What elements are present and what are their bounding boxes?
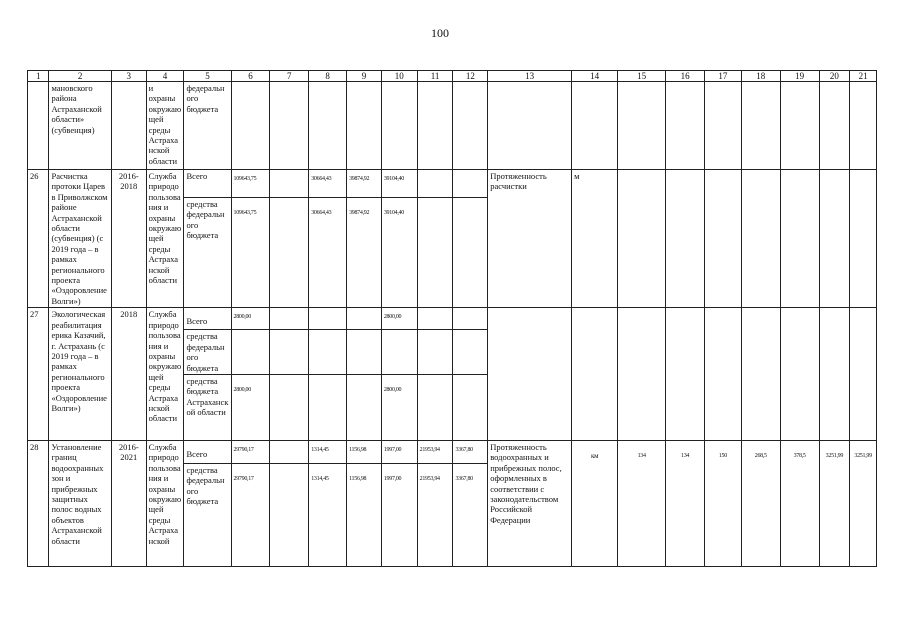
amount-cell: 1156,98 (347, 440, 382, 463)
row-number: 27 (28, 308, 49, 441)
amount-cell: 109643,75 (231, 170, 270, 198)
column-header: 1 (28, 71, 49, 82)
column-header: 6 (231, 71, 270, 82)
amount-cell: 1314,45 (309, 463, 347, 566)
indicator-value: 268,5 (741, 440, 780, 566)
row-number: 26 (28, 170, 49, 308)
funding-source: средства федерального бюджета (184, 463, 231, 566)
column-header: 7 (270, 71, 309, 82)
column-header: 14 (572, 71, 618, 82)
column-header: 16 (666, 71, 705, 82)
indicator: Протяженность водоохранных и прибрежных полос, оформленных в соответствии с законодательством Российской Федерации (488, 440, 572, 566)
column-header: 15 (618, 71, 666, 82)
period: 2018 (111, 308, 146, 441)
column-header: 11 (417, 71, 453, 82)
column-header: 19 (780, 71, 819, 82)
funding-source: Всего (184, 440, 231, 463)
column-header: 8 (309, 71, 347, 82)
indicator-value: 134 (618, 440, 666, 566)
amount-cell: 1997,00 (381, 440, 417, 463)
amount-cell: 2800,00 (231, 308, 270, 330)
amount-cell: 2800,00 (231, 374, 270, 440)
column-header: 17 (705, 71, 742, 82)
indicator-value: 3251,99 (850, 440, 877, 566)
column-header: 3 (111, 71, 146, 82)
column-header-row (28, 71, 877, 82)
amount-cell: 2800,00 (381, 308, 417, 330)
period: 2016-2018 (111, 170, 146, 308)
amount-cell: 39874,92 (347, 170, 382, 198)
column-header: 2 (49, 71, 111, 82)
column-header: 20 (819, 71, 850, 82)
column-header: 12 (453, 71, 488, 82)
amount-cell: 109643,75 (231, 198, 270, 308)
amount-cell: 29790,17 (231, 463, 270, 566)
amount-cell: 39104,40 (381, 170, 417, 198)
column-header: 13 (488, 71, 572, 82)
row-number: 28 (28, 440, 49, 566)
unit: м (572, 170, 618, 308)
activity-name: Установление границ водоохранных зон и прибрежных защитных полос водных объектов Астраханской области (49, 440, 111, 566)
column-header: 4 (146, 71, 184, 82)
column-header: 5 (184, 71, 231, 82)
indicator-value: 150 (705, 440, 742, 566)
amount-cell: 21953,94 (417, 440, 453, 463)
amount-cell: 1997,00 (381, 463, 417, 566)
indicator: Протяженность расчистки (488, 170, 572, 308)
program-table (27, 70, 877, 567)
amount-cell: 3367,80 (453, 463, 488, 566)
funding-source: Всего (184, 170, 231, 198)
amount-cell: 3367,80 (453, 440, 488, 463)
amount-cell: 30664,43 (309, 198, 347, 308)
amount-cell: 1314,45 (309, 440, 347, 463)
funding-source: средства бюджета Астраханской области (184, 374, 231, 440)
table-row (28, 440, 877, 463)
amount-cell: 29790,17 (231, 440, 270, 463)
column-header: 21 (850, 71, 877, 82)
unit: км (572, 440, 618, 566)
page-number: 100 (431, 26, 449, 40)
amount-cell: 21953,94 (417, 463, 453, 566)
table-row (28, 308, 877, 330)
activity-name: Расчистка протоки Царев в Приволжском районе Астраханской области (субвенция) (с 2019 года – в рамках регионального проекта «Оздоровление Волги») (49, 170, 111, 308)
indicator-value: 3251,99 (819, 440, 850, 566)
funding-source: средства федерального бюджета (184, 198, 231, 308)
column-header: 10 (381, 71, 417, 82)
table-row (28, 170, 877, 198)
funding-source: средства федерального бюджета (184, 330, 231, 375)
column-header: 9 (347, 71, 382, 82)
activity-name: Экологическая реабилитация ерика Казачий, г. Астрахань (с 2019 года – в рамках регионального проекта «Оздоровление Волги») (49, 308, 111, 441)
amount-cell: 30664,43 (309, 170, 347, 198)
amount-cell: 39104,40 (381, 198, 417, 308)
executor: Служба природопользования и охраны окружающей среды Астраханской области (146, 170, 184, 308)
amount-cell: 2800,00 (381, 374, 417, 440)
indicator-value: 134 (666, 440, 705, 566)
executor: Служба природопользования и охраны окружающей среды Астраханской области (146, 308, 184, 441)
period: 2016-2021 (111, 440, 146, 566)
executor: Служба природопользования и охраны окружающей среды Астраханской (146, 440, 184, 566)
column-header: 18 (741, 71, 780, 82)
funding-source: федерального бюджета (184, 82, 231, 170)
amount-cell: 39874,92 (347, 198, 382, 308)
executor: и охраны окружающей среды Астраханской области (146, 82, 184, 170)
funding-source: Всего (184, 308, 231, 330)
table-row (28, 82, 877, 170)
amount-cell: 1156,98 (347, 463, 382, 566)
indicator-value: 378,5 (780, 440, 819, 566)
activity-name: мановского района Астраханской области» (субвенция) (49, 82, 111, 170)
